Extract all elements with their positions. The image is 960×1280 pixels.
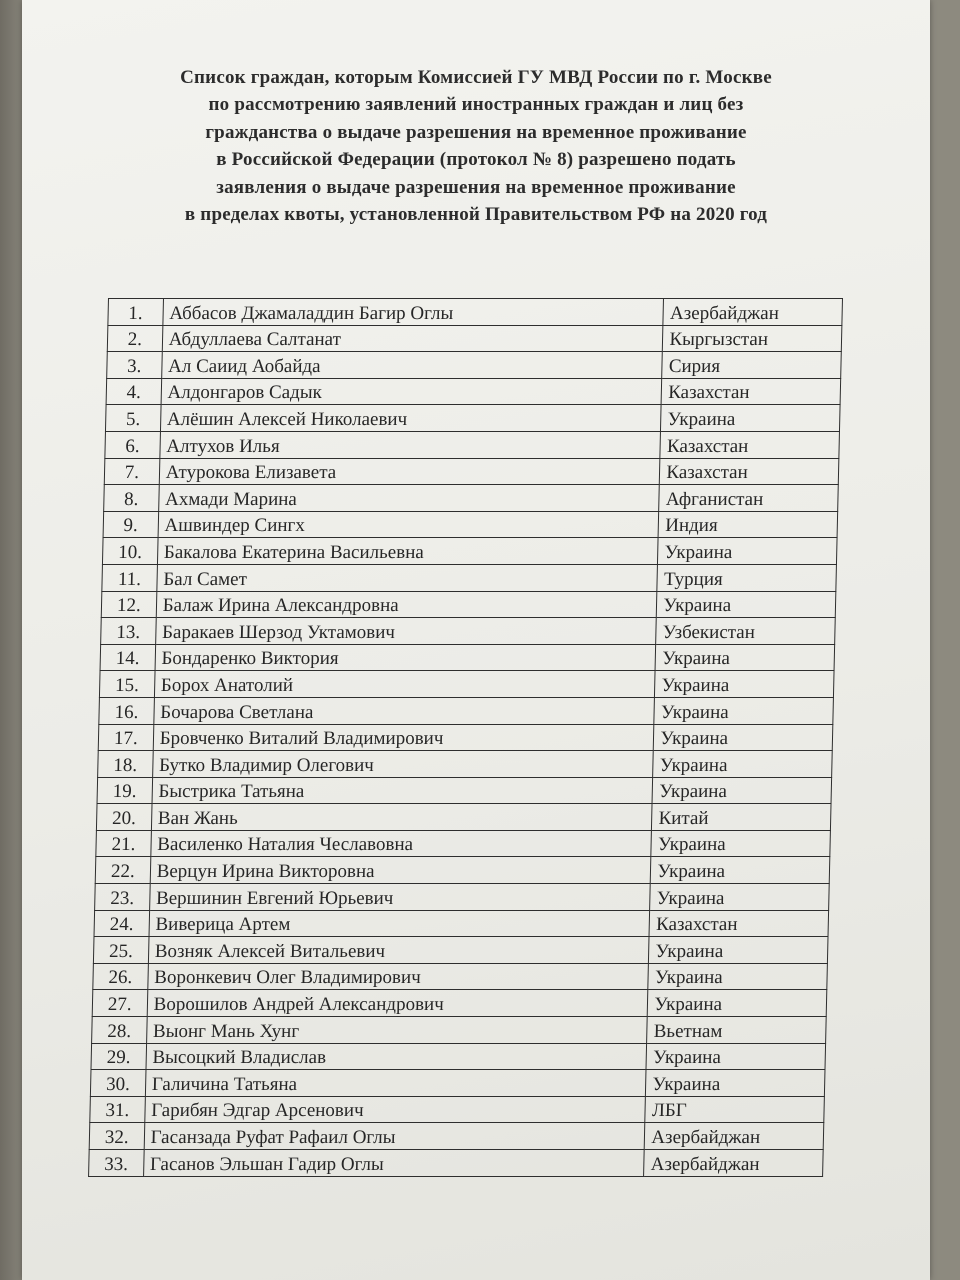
country-name: Украина: [646, 1043, 825, 1070]
person-name: Воронкевич Олег Владимирович: [148, 963, 649, 990]
table-row: [90, 1070, 825, 1097]
person-name: Вершинин Евгений Юрьевич: [149, 884, 650, 911]
table-row: [107, 325, 842, 352]
row-number: 9.: [103, 511, 158, 538]
row-number: 4.: [106, 378, 161, 405]
title-line: в пределах квоты, установленной Правительством РФ на 2020 год: [184, 204, 768, 226]
person-name: Атурокова Елизавета: [159, 458, 660, 485]
table-row: [104, 485, 839, 512]
person-name: Быстрика Татьяна: [152, 777, 653, 804]
row-number: 25.: [93, 937, 148, 964]
person-name: Алдонгаров Садык: [161, 378, 662, 405]
country-name: Украина: [652, 777, 831, 804]
country-name: ЛБГ: [645, 1096, 824, 1123]
country-name: Кыргызстан: [663, 325, 842, 352]
person-name: Бал Самет: [157, 564, 658, 591]
row-number: 20.: [96, 804, 151, 831]
row-number: 2.: [107, 325, 162, 352]
citizens-table: [88, 298, 843, 1177]
person-name: Бакалова Екатерина Васильевна: [157, 538, 658, 565]
table-row: [97, 777, 832, 804]
table-row: [100, 644, 835, 671]
person-name: Виверица Артем: [149, 910, 650, 937]
country-name: Украина: [654, 697, 833, 724]
person-name: Алтухов Илья: [160, 431, 661, 458]
row-number: 23.: [95, 884, 150, 911]
row-number: 11.: [102, 564, 157, 591]
table-row: [99, 697, 834, 724]
row-number: 7.: [104, 458, 159, 485]
country-name: Азербайджан: [644, 1150, 823, 1177]
person-name: Бочарова Светлана: [154, 697, 655, 724]
person-name: Ашвиндер Сингх: [158, 511, 659, 538]
table-row: [105, 431, 840, 458]
country-name: Украина: [655, 644, 834, 671]
row-number: 31.: [90, 1096, 145, 1123]
country-name: Казахстан: [661, 378, 840, 405]
title-line: по рассмотрению заявлений иностранных граждан и лиц без: [208, 94, 744, 116]
person-name: Ал Саиид Аобайда: [161, 352, 662, 379]
person-name: Алёшин Алексей Николаевич: [160, 405, 661, 432]
country-name: Азербайджан: [645, 1123, 824, 1150]
person-name: Гасанов Эльшан Гадир Оглы: [143, 1150, 644, 1177]
country-name: Казахстан: [660, 431, 839, 458]
row-number: 14.: [100, 644, 155, 671]
row-number: 16.: [99, 697, 154, 724]
person-name: Абдуллаева Салтанат: [162, 325, 663, 352]
person-name: Бондаренко Виктория: [155, 644, 656, 671]
row-number: 13.: [101, 618, 156, 645]
row-number: 10.: [102, 538, 157, 565]
country-name: Украина: [649, 937, 828, 964]
table-row: [102, 538, 837, 565]
table-row: [96, 804, 831, 831]
person-name: Аббасов Джамаладдин Багир Оглы: [163, 299, 664, 326]
table-row: [98, 751, 833, 778]
country-name: Казахстан: [660, 458, 839, 485]
country-name: Украина: [651, 830, 830, 857]
table-row: [108, 299, 843, 326]
table-row: [95, 884, 830, 911]
row-number: 28.: [92, 1017, 147, 1044]
country-name: Афганистан: [659, 485, 838, 512]
row-number: 29.: [91, 1043, 146, 1070]
person-name: Баракаев Шерзод Уктамович: [155, 618, 656, 645]
row-number: 5.: [105, 405, 160, 432]
country-name: Китай: [652, 804, 831, 831]
person-name: Гасанзада Руфат Рафаил Оглы: [144, 1123, 645, 1150]
person-name: Выонг Мань Хунг: [146, 1017, 647, 1044]
person-name: Балаж Ирина Александровна: [156, 591, 657, 618]
title-line: в Российской Федерации (протокол № 8) разрешено подать: [216, 149, 736, 171]
table-row: [95, 857, 830, 884]
table-row: [89, 1150, 824, 1177]
table-row: [92, 990, 827, 1017]
country-name: Индия: [658, 511, 837, 538]
person-name: Василенко Наталия Чеславовна: [151, 830, 652, 857]
citizens-table-wrapper: [88, 298, 843, 1177]
table-row: [94, 910, 829, 937]
row-number: 19.: [97, 777, 152, 804]
table-row: [105, 405, 840, 432]
row-number: 30.: [90, 1070, 145, 1097]
row-number: 12.: [101, 591, 156, 618]
country-name: Украина: [653, 751, 832, 778]
country-name: Сирия: [662, 352, 841, 379]
country-name: Украина: [654, 724, 833, 751]
country-name: Украина: [648, 990, 827, 1017]
country-name: Украина: [650, 884, 829, 911]
row-number: 33.: [89, 1150, 144, 1177]
row-number: 22.: [95, 857, 150, 884]
title-line: заявления о выдаче разрешения на временное проживание: [216, 176, 736, 198]
table-row: [104, 458, 839, 485]
country-name: Украина: [648, 963, 827, 990]
table-row: [92, 1017, 827, 1044]
table-row: [107, 352, 842, 379]
country-name: Украина: [655, 671, 834, 698]
row-number: 15.: [99, 671, 154, 698]
person-name: Бутко Владимир Олегович: [152, 751, 653, 778]
document-title: [22, 64, 930, 228]
country-name: Украина: [646, 1070, 825, 1097]
person-name: Верцун Ирина Викторовна: [150, 857, 651, 884]
country-name: Узбекистан: [656, 618, 835, 645]
country-name: Турция: [657, 564, 836, 591]
table-row: [103, 511, 838, 538]
person-name: Возняк Алексей Витальевич: [148, 937, 649, 964]
table-row: [99, 671, 834, 698]
table-row: [93, 963, 828, 990]
title-line: гражданства о выдаче разрешения на временное проживание: [205, 121, 747, 143]
table-row: [91, 1043, 826, 1070]
country-name: Украина: [657, 591, 836, 618]
table-row: [89, 1123, 824, 1150]
country-name: Казахстан: [649, 910, 828, 937]
row-number: 27.: [92, 990, 147, 1017]
row-number: 1.: [108, 299, 163, 326]
country-name: Украина: [661, 405, 840, 432]
row-number: 21.: [96, 830, 151, 857]
person-name: Ахмади Марина: [158, 485, 659, 512]
row-number: 24.: [94, 910, 149, 937]
document-page: [22, 0, 930, 1280]
row-number: 8.: [104, 485, 159, 512]
row-number: 26.: [93, 963, 148, 990]
person-name: Галичина Татьяна: [145, 1070, 646, 1097]
title-line: Список граждан, которым Комиссией ГУ МВД России по г. Москве: [180, 67, 772, 88]
person-name: Ван Жань: [151, 804, 652, 831]
row-number: 6.: [105, 431, 160, 458]
table-row: [93, 937, 828, 964]
country-name: Азербайджан: [663, 299, 842, 326]
table-row: [106, 378, 841, 405]
person-name: Гарибян Эдгар Арсенович: [144, 1096, 645, 1123]
row-number: 3.: [107, 352, 162, 379]
table-row: [101, 591, 836, 618]
country-name: Украина: [658, 538, 837, 565]
person-name: Высоцкий Владислав: [146, 1043, 647, 1070]
person-name: Ворошилов Андрей Александрович: [147, 990, 648, 1017]
row-number: 18.: [98, 751, 153, 778]
person-name: Борох Анатолий: [154, 671, 655, 698]
country-name: Украина: [651, 857, 830, 884]
row-number: 32.: [89, 1123, 144, 1150]
person-name: Бровченко Виталий Владимирович: [153, 724, 654, 751]
table-row: [96, 830, 831, 857]
table-row: [101, 618, 836, 645]
country-name: Вьетнам: [647, 1017, 826, 1044]
table-row: [98, 724, 833, 751]
table-row: [102, 564, 837, 591]
table-row: [90, 1096, 825, 1123]
row-number: 17.: [98, 724, 153, 751]
